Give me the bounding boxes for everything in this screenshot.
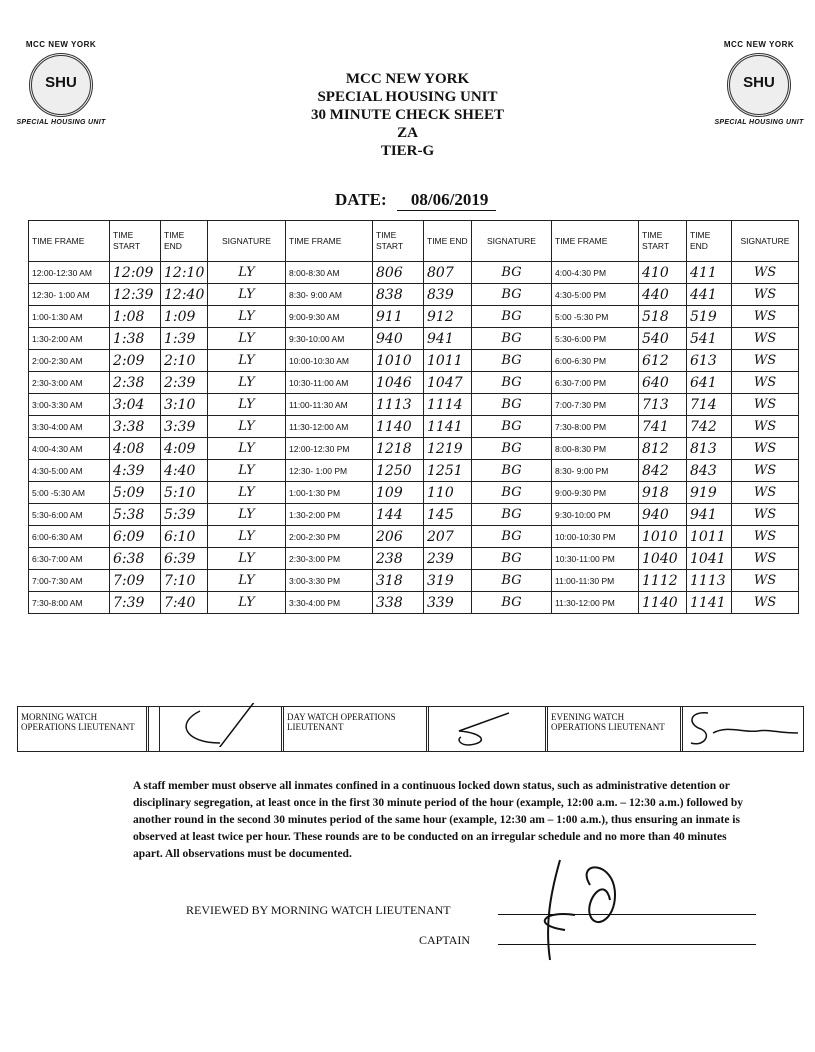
time-frame-cell: 11:30-12:00 PM — [552, 592, 639, 614]
day-signature-icon — [429, 703, 539, 747]
signature-cell: BG — [472, 548, 552, 570]
signature-cell: BG — [472, 394, 552, 416]
time-start-cell: 838 — [373, 284, 424, 306]
time-frame-cell: 2:30-3:00 PM — [286, 548, 373, 570]
time-frame-cell: 12:00-12:30 PM — [286, 438, 373, 460]
column-header: TIME START — [110, 221, 161, 262]
signature-cell: LY — [208, 350, 286, 372]
time-start-cell: 109 — [373, 482, 424, 504]
time-end-cell: 12:10 — [161, 262, 208, 284]
time-start-cell: 518 — [639, 306, 687, 328]
time-frame-cell: 3:30-4:00 AM — [29, 416, 110, 438]
signature-cell: LY — [208, 306, 286, 328]
time-end-cell: 1219 — [424, 438, 472, 460]
time-frame-cell: 10:30-11:00 PM — [552, 548, 639, 570]
signature-cell: BG — [472, 372, 552, 394]
signature-cell: BG — [472, 416, 552, 438]
time-start-cell: 1140 — [639, 592, 687, 614]
header-line-3: 30 MINUTE CHECK SHEET — [311, 107, 504, 123]
time-end-cell: 4:40 — [161, 460, 208, 482]
time-frame-cell: 2:00-2:30 AM — [29, 350, 110, 372]
time-end-cell: 12:40 — [161, 284, 208, 306]
time-end-cell: 807 — [424, 262, 472, 284]
signature-cell: LY — [208, 438, 286, 460]
signature-cell: BG — [472, 284, 552, 306]
signature-cell: LY — [208, 504, 286, 526]
column-header: TIME FRAME — [552, 221, 639, 262]
time-frame-cell: 8:00-8:30 AM — [286, 262, 373, 284]
signature-cell: LY — [208, 526, 286, 548]
time-start-cell: 440 — [639, 284, 687, 306]
time-end-cell: 1113 — [687, 570, 732, 592]
time-frame-cell: 7:30-8:00 PM — [552, 416, 639, 438]
time-frame-cell: 9:00-9:30 PM — [552, 482, 639, 504]
header-line-1: MCC NEW YORK — [345, 71, 470, 87]
time-end-cell: 1011 — [687, 526, 732, 548]
time-end-cell: 742 — [687, 416, 732, 438]
time-frame-cell: 1:30-2:00 PM — [286, 504, 373, 526]
time-start-cell: 741 — [639, 416, 687, 438]
column-header: TIME END — [687, 221, 732, 262]
table-row — [29, 372, 799, 394]
time-frame-cell: 8:00-8:30 PM — [552, 438, 639, 460]
time-start-cell: 6:09 — [110, 526, 161, 548]
time-start-cell: 1:08 — [110, 306, 161, 328]
time-start-cell: 1010 — [373, 350, 424, 372]
table-row — [29, 438, 799, 460]
time-start-cell: 1040 — [639, 548, 687, 570]
time-end-cell: 714 — [687, 394, 732, 416]
time-frame-cell: 6:00-6:30 AM — [29, 526, 110, 548]
time-start-cell: 338 — [373, 592, 424, 614]
time-end-cell: 2:39 — [161, 372, 208, 394]
signature-cell: WS — [732, 350, 799, 372]
date-value: 08/06/2019 — [397, 190, 496, 211]
table-row — [29, 350, 799, 372]
table-row — [29, 548, 799, 570]
time-frame-cell: 4:00-4:30 AM — [29, 438, 110, 460]
column-header: TIME START — [639, 221, 687, 262]
column-header: SIGNATURE — [208, 221, 286, 262]
time-frame-cell: 12:00-12:30 AM — [29, 262, 110, 284]
time-end-cell: 941 — [424, 328, 472, 350]
time-end-cell: 843 — [687, 460, 732, 482]
signature-cell: WS — [732, 438, 799, 460]
signature-cell: WS — [732, 328, 799, 350]
time-start-cell: 1:38 — [110, 328, 161, 350]
time-start-cell: 806 — [373, 262, 424, 284]
time-start-cell: 2:38 — [110, 372, 161, 394]
signature-cell: BG — [472, 262, 552, 284]
time-start-cell: 640 — [639, 372, 687, 394]
time-start-cell: 842 — [639, 460, 687, 482]
time-frame-cell: 11:00-11:30 AM — [286, 394, 373, 416]
time-frame-cell: 3:30-4:00 PM — [286, 592, 373, 614]
time-frame-cell: 4:00-4:30 PM — [552, 262, 639, 284]
signature-cell: BG — [472, 438, 552, 460]
time-start-cell: 1140 — [373, 416, 424, 438]
table-row — [29, 592, 799, 614]
time-frame-cell: 10:00-10:30 AM — [286, 350, 373, 372]
time-start-cell: 940 — [639, 504, 687, 526]
signature-cell: LY — [208, 328, 286, 350]
time-frame-cell: 3:00-3:30 PM — [286, 570, 373, 592]
time-end-cell: 1011 — [424, 350, 472, 372]
table-header-row — [29, 221, 799, 262]
time-end-cell: 2:10 — [161, 350, 208, 372]
time-frame-cell: 7:00-7:30 AM — [29, 570, 110, 592]
time-start-cell: 410 — [639, 262, 687, 284]
time-end-cell: 3:10 — [161, 394, 208, 416]
time-end-cell: 239 — [424, 548, 472, 570]
time-end-cell: 7:40 — [161, 592, 208, 614]
time-start-cell: 238 — [373, 548, 424, 570]
evening-watch-signature — [683, 707, 789, 751]
time-frame-cell: 1:00-1:30 AM — [29, 306, 110, 328]
time-frame-cell: 12:30- 1:00 AM — [29, 284, 110, 306]
time-frame-cell: 9:30-10:00 AM — [286, 328, 373, 350]
time-start-cell: 318 — [373, 570, 424, 592]
time-start-cell: 713 — [639, 394, 687, 416]
signature-cell: WS — [732, 526, 799, 548]
signature-cell: WS — [732, 416, 799, 438]
time-frame-cell: 10:00-10:30 PM — [552, 526, 639, 548]
time-start-cell: 1113 — [373, 394, 424, 416]
time-end-cell: 613 — [687, 350, 732, 372]
time-frame-cell: 5:30-6:00 AM — [29, 504, 110, 526]
time-start-cell: 4:39 — [110, 460, 161, 482]
time-frame-cell: 9:00-9:30 AM — [286, 306, 373, 328]
table-body — [29, 262, 799, 614]
column-header: SIGNATURE — [732, 221, 799, 262]
signature-cell: BG — [472, 504, 552, 526]
time-end-cell: 110 — [424, 482, 472, 504]
signature-cell: LY — [208, 262, 286, 284]
time-frame-cell: 2:00-2:30 PM — [286, 526, 373, 548]
signature-cell: WS — [732, 482, 799, 504]
time-end-cell: 1141 — [424, 416, 472, 438]
time-start-cell: 7:09 — [110, 570, 161, 592]
check-table — [28, 220, 799, 614]
spacer — [149, 707, 160, 751]
time-frame-cell: 3:00-3:30 AM — [29, 394, 110, 416]
time-frame-cell: 11:30-12:00 AM — [286, 416, 373, 438]
time-start-cell: 5:38 — [110, 504, 161, 526]
logo-right-bottom-text: SPECIAL HOUSING UNIT — [714, 119, 804, 126]
signature-cell: WS — [732, 394, 799, 416]
shu-seal-icon: SHU — [29, 53, 93, 117]
table-row — [29, 416, 799, 438]
time-frame-cell: 10:30-11:00 AM — [286, 372, 373, 394]
time-start-cell: 144 — [373, 504, 424, 526]
signature-cell: WS — [732, 592, 799, 614]
morning-watch-label: MORNING WATCH OPERATIONS LIEUTENANT — [18, 707, 149, 751]
time-end-cell: 1041 — [687, 548, 732, 570]
time-start-cell: 1218 — [373, 438, 424, 460]
time-start-cell: 911 — [373, 306, 424, 328]
signature-cell: BG — [472, 350, 552, 372]
time-frame-cell: 6:30-7:00 AM — [29, 548, 110, 570]
time-frame-cell: 6:30-7:00 PM — [552, 372, 639, 394]
time-start-cell: 7:39 — [110, 592, 161, 614]
time-frame-cell: 8:30- 9:00 PM — [552, 460, 639, 482]
time-end-cell: 1114 — [424, 394, 472, 416]
time-frame-cell: 7:30-8:00 AM — [29, 592, 110, 614]
time-start-cell: 1112 — [639, 570, 687, 592]
time-start-cell: 12:39 — [110, 284, 161, 306]
signature-cell: LY — [208, 482, 286, 504]
signature-cell: LY — [208, 394, 286, 416]
signature-cell: BG — [472, 328, 552, 350]
signature-cell: LY — [208, 570, 286, 592]
header-line-4: ZA — [397, 125, 418, 141]
signature-cell: BG — [472, 526, 552, 548]
time-end-cell: 319 — [424, 570, 472, 592]
time-end-cell: 5:39 — [161, 504, 208, 526]
column-header: TIME FRAME — [29, 221, 110, 262]
logo-right-top-text: MCC NEW YORK — [723, 40, 795, 49]
time-frame-cell: 6:00-6:30 PM — [552, 350, 639, 372]
date-field — [335, 190, 496, 211]
date-label: DATE: — [335, 190, 387, 209]
column-header: SIGNATURE — [472, 221, 552, 262]
time-start-cell: 12:09 — [110, 262, 161, 284]
column-header: TIME START — [373, 221, 424, 262]
table-row — [29, 504, 799, 526]
time-frame-cell: 5:00 -5:30 AM — [29, 482, 110, 504]
time-frame-cell: 5:00 -5:30 PM — [552, 306, 639, 328]
time-start-cell: 2:09 — [110, 350, 161, 372]
signature-cell: WS — [732, 306, 799, 328]
time-end-cell: 145 — [424, 504, 472, 526]
table-row — [29, 526, 799, 548]
time-end-cell: 941 — [687, 504, 732, 526]
time-start-cell: 1010 — [639, 526, 687, 548]
table-row — [29, 482, 799, 504]
column-header: TIME END — [424, 221, 472, 262]
time-end-cell: 4:09 — [161, 438, 208, 460]
time-start-cell: 918 — [639, 482, 687, 504]
time-frame-cell: 4:30-5:00 AM — [29, 460, 110, 482]
signature-cell: LY — [208, 548, 286, 570]
time-start-cell: 1250 — [373, 460, 424, 482]
signature-cell: BG — [472, 482, 552, 504]
time-end-cell: 207 — [424, 526, 472, 548]
day-watch-label: DAY WATCH OPERATIONS LIEUTENANT — [284, 707, 429, 751]
watch-lieutenant-row — [17, 706, 804, 752]
table-row — [29, 460, 799, 482]
signature-cell: LY — [208, 592, 286, 614]
time-end-cell: 519 — [687, 306, 732, 328]
table-row — [29, 262, 799, 284]
time-start-cell: 4:08 — [110, 438, 161, 460]
signature-cell: LY — [208, 284, 286, 306]
header-line-2: SPECIAL HOUSING UNIT — [317, 89, 498, 105]
signature-cell: LY — [208, 416, 286, 438]
time-start-cell: 6:38 — [110, 548, 161, 570]
time-end-cell: 641 — [687, 372, 732, 394]
signature-cell: BG — [472, 592, 552, 614]
time-frame-cell: 12:30- 1:00 PM — [286, 460, 373, 482]
signature-cell: WS — [732, 284, 799, 306]
logo-left-top-text: MCC NEW YORK — [25, 40, 97, 49]
time-frame-cell: 9:30-10:00 PM — [552, 504, 639, 526]
evening-signature-icon — [683, 703, 803, 747]
time-end-cell: 541 — [687, 328, 732, 350]
time-end-cell: 1251 — [424, 460, 472, 482]
time-start-cell: 5:09 — [110, 482, 161, 504]
signature-cell: WS — [732, 504, 799, 526]
document-header — [0, 70, 815, 160]
instruction-paragraph: A staff member must observe all inmates confined in a continuous locked down status, such as administrative detention or disciplinary segregation, at least once in the first 30 minute period of the hour (example, 12:00 a.m. – 12:30 a.m.) followed by another round in the second 30 minutes period of the same hour (example, 12:30 am – 1:00 a.m.), thus ensuring an inmate is observed at least twice per hour. These rounds are to be conducted on an irregular schedule and no more than 40 minutes apart. All observations must be documented. — [133, 780, 743, 860]
table-row — [29, 394, 799, 416]
signature-cell: LY — [208, 372, 286, 394]
time-end-cell: 6:10 — [161, 526, 208, 548]
morning-watch-signature — [160, 707, 284, 751]
time-end-cell: 1:09 — [161, 306, 208, 328]
signature-cell: BG — [472, 306, 552, 328]
signature-cell: WS — [732, 570, 799, 592]
day-watch-signature — [429, 707, 548, 751]
time-end-cell: 5:10 — [161, 482, 208, 504]
column-header: TIME END — [161, 221, 208, 262]
time-end-cell: 6:39 — [161, 548, 208, 570]
time-end-cell: 3:39 — [161, 416, 208, 438]
table-row — [29, 570, 799, 592]
time-end-cell: 839 — [424, 284, 472, 306]
header-line-5: TIER-G — [380, 143, 435, 159]
table-row — [29, 328, 799, 350]
signature-cell: BG — [472, 460, 552, 482]
captain-label: CAPTAIN — [419, 933, 471, 947]
time-frame-cell: 1:00-1:30 PM — [286, 482, 373, 504]
column-header: TIME FRAME — [286, 221, 373, 262]
table-row — [29, 284, 799, 306]
signature-cell: WS — [732, 548, 799, 570]
time-end-cell: 1047 — [424, 372, 472, 394]
time-end-cell: 919 — [687, 482, 732, 504]
time-start-cell: 206 — [373, 526, 424, 548]
time-end-cell: 339 — [424, 592, 472, 614]
time-end-cell: 1141 — [687, 592, 732, 614]
time-start-cell: 1046 — [373, 372, 424, 394]
table-row — [29, 306, 799, 328]
signature-cell: WS — [732, 372, 799, 394]
time-start-cell: 812 — [639, 438, 687, 460]
review-morning-label: REVIEWED BY MORNING WATCH LIEUTENANT — [186, 903, 451, 917]
time-frame-cell: 5:30-6:00 PM — [552, 328, 639, 350]
time-frame-cell: 11:00-11:30 PM — [552, 570, 639, 592]
signature-cell: BG — [472, 570, 552, 592]
evening-watch-label: EVENING WATCH OPERATIONS LIEUTENANT — [548, 707, 683, 751]
time-frame-cell: 4:30-5:00 PM — [552, 284, 639, 306]
morning-signature-icon — [160, 703, 275, 747]
time-frame-cell: 7:00-7:30 PM — [552, 394, 639, 416]
time-end-cell: 441 — [687, 284, 732, 306]
time-end-cell: 411 — [687, 262, 732, 284]
time-end-cell: 912 — [424, 306, 472, 328]
time-start-cell: 540 — [639, 328, 687, 350]
signature-cell: WS — [732, 460, 799, 482]
time-end-cell: 813 — [687, 438, 732, 460]
time-start-cell: 612 — [639, 350, 687, 372]
time-start-cell: 3:38 — [110, 416, 161, 438]
time-end-cell: 7:10 — [161, 570, 208, 592]
signature-cell: LY — [208, 460, 286, 482]
time-frame-cell: 2:30-3:00 AM — [29, 372, 110, 394]
time-frame-cell: 8:30- 9:00 AM — [286, 284, 373, 306]
shu-seal-icon: SHU — [727, 53, 791, 117]
signature-cell: WS — [732, 262, 799, 284]
logo-left-bottom-text: SPECIAL HOUSING UNIT — [16, 119, 106, 126]
time-frame-cell: 1:30-2:00 AM — [29, 328, 110, 350]
captain-signature-icon — [535, 855, 625, 965]
time-start-cell: 3:04 — [110, 394, 161, 416]
time-end-cell: 1:39 — [161, 328, 208, 350]
time-start-cell: 940 — [373, 328, 424, 350]
